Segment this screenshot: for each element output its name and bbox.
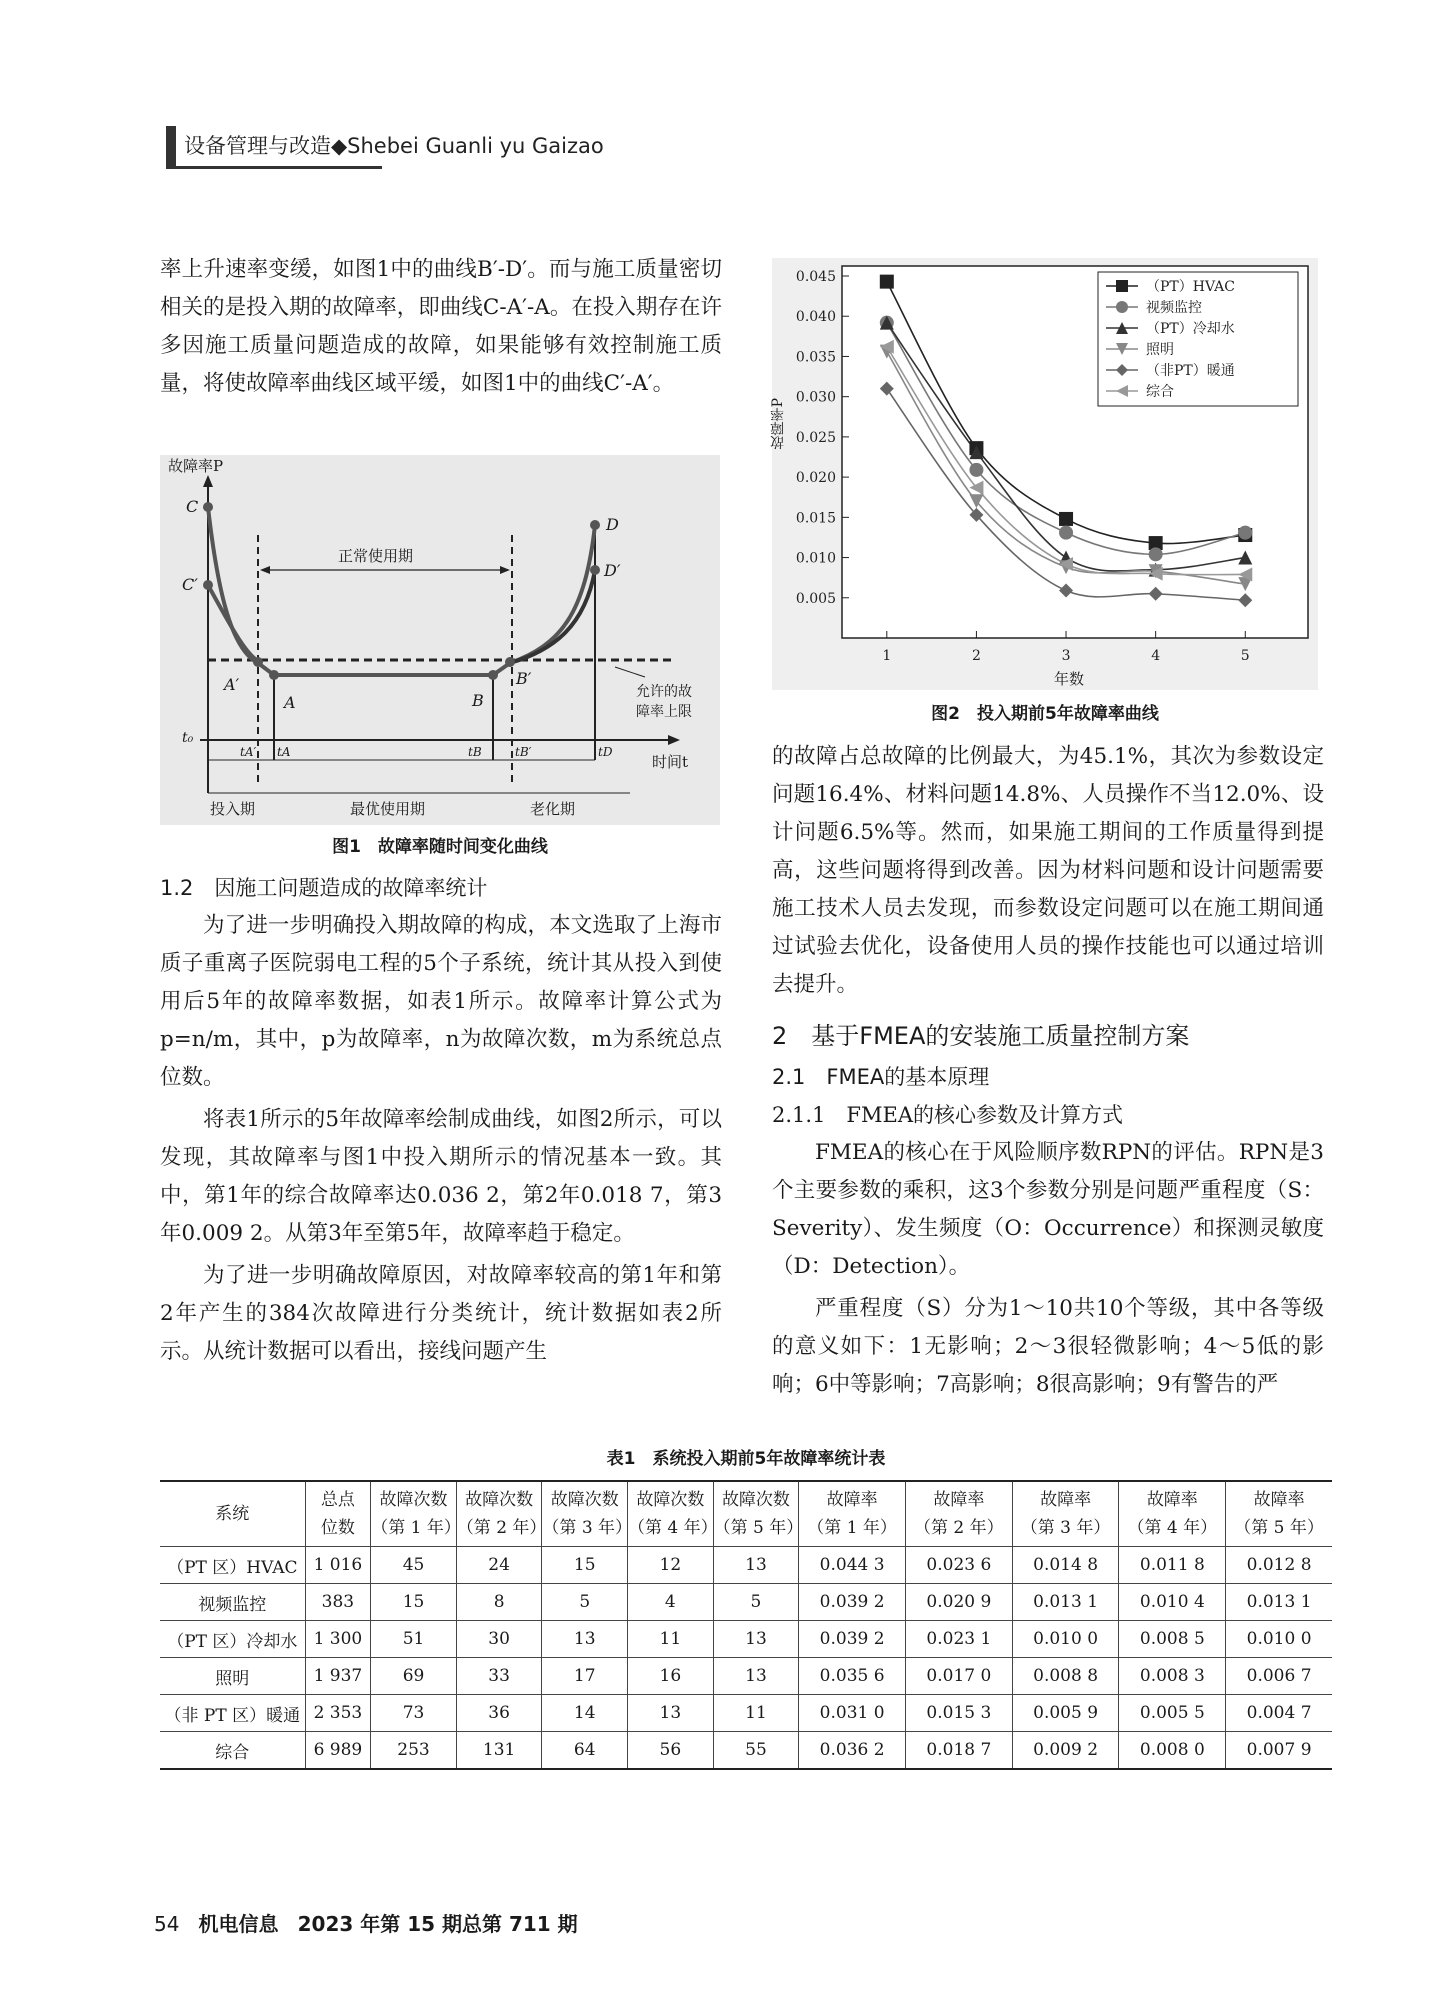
table-cell: 11 — [628, 1621, 714, 1658]
table-cell: 0.017 0 — [905, 1658, 1012, 1695]
fig1-period-best: 最优使用期 — [350, 800, 426, 818]
table-row-label: 照明 — [160, 1658, 305, 1695]
table-cell: 1 300 — [305, 1621, 371, 1658]
table-header-text: （第 3 年） — [542, 1518, 633, 1538]
fig1-label-A-prime: A′ — [224, 675, 240, 694]
y-tick-label: 0.030 — [795, 389, 836, 406]
data-point — [1149, 547, 1163, 561]
fig1-tD: tD — [598, 745, 613, 759]
fig2-x-label: 年数 — [1054, 670, 1085, 688]
x-tick-label: 2 — [971, 648, 981, 664]
legend-label: 视频监控 — [1146, 300, 1202, 316]
table-cell: 14 — [542, 1695, 628, 1732]
table-cell: 56 — [628, 1732, 714, 1770]
right-body — [772, 738, 1324, 1404]
header-underline — [166, 166, 382, 169]
table-row-label: （PT 区）HVAC — [160, 1547, 305, 1584]
fig1-label-A: A — [284, 693, 296, 712]
table-cell: 6 989 — [305, 1732, 371, 1770]
table-cell: 15 — [542, 1547, 628, 1584]
table-header-row — [160, 1481, 1332, 1547]
table-cell: 0.006 7 — [1226, 1658, 1332, 1695]
table-row-label: （非 PT 区）暖通 — [160, 1695, 305, 1732]
table-cell: 0.009 2 — [1012, 1732, 1119, 1770]
table-header-text: （第 5 年） — [713, 1518, 804, 1538]
figure-2-caption: 图2 投入期前5年故障率曲线 — [931, 704, 1159, 724]
table-cell: 12 — [628, 1547, 714, 1584]
table-cell: 0.008 8 — [1012, 1658, 1119, 1695]
left-paragraph-3: 为了进一步明确故障原因，对故障率较高的第1年和第2年产生的384次故障进行分类统计，统计数据如表2所示。从统计数据可以看出，接线问题产生 — [160, 1263, 722, 1364]
intro-paragraph: 率上升速率变缓，如图1中的曲线B′-D′。而与施工质量密切相关的是投入期的故障率，即曲线C-A′-A。在投入期存在许多因施工质量问题造成的故障，如果能够有效控制施工质量，将使故障率曲线区域平缓，如图1中的曲线C′-A′。 — [160, 257, 722, 396]
table-cell: 0.023 6 — [905, 1547, 1012, 1584]
table-cell: 16 — [628, 1658, 714, 1695]
table-header-text: 故障次数 — [550, 1490, 619, 1510]
table-header-text: 故障率 — [1146, 1490, 1198, 1510]
figure-1 — [160, 455, 720, 825]
fig1-t0: t₀ — [182, 730, 194, 746]
table-row — [160, 1547, 1332, 1584]
table-cell: 383 — [305, 1584, 371, 1621]
data-point — [969, 463, 983, 477]
section-2-1-1-heading: 2.1.1 FMEA的核心参数及计算方式 — [772, 1103, 1124, 1127]
table-cell: 0.039 2 — [799, 1621, 906, 1658]
fig1-tB-prime: tB′ — [515, 745, 532, 759]
data-point — [1238, 526, 1252, 540]
table-cell: 0.008 3 — [1119, 1658, 1226, 1695]
x-tick-label: 1 — [882, 648, 892, 664]
legend-label: （PT）HVAC — [1146, 279, 1235, 295]
table-header-text: 故障率 — [1253, 1490, 1305, 1510]
table-cell: 69 — [371, 1658, 457, 1695]
table-cell: 0.031 0 — [799, 1695, 906, 1732]
table-row — [160, 1621, 1332, 1658]
table-cell: 0.005 9 — [1012, 1695, 1119, 1732]
table-row — [160, 1658, 1332, 1695]
table-header-text: 故障次数 — [636, 1490, 705, 1510]
fig1-label-B-prime: B′ — [516, 669, 532, 688]
table-cell: 13 — [542, 1621, 628, 1658]
table-row — [160, 1695, 1332, 1732]
x-tick-label: 5 — [1240, 648, 1250, 664]
table-cell: 0.023 1 — [905, 1621, 1012, 1658]
table-cell: 13 — [713, 1547, 799, 1584]
table-cell: 0.008 0 — [1119, 1732, 1226, 1770]
right-paragraph-3: 严重程度（S）分为1～10共10个等级，其中各等级的意义如下：1无影响；2～3很轻微影响；4～5低的影响；6中等影响；7高影响；8很高影响；9有警告的严 — [772, 1296, 1324, 1397]
table-header-cell — [1119, 1481, 1226, 1547]
legend-label: （PT）冷却水 — [1146, 321, 1235, 337]
fig2-y-label: 故障率P — [770, 398, 786, 450]
table-cell: 0.011 8 — [1119, 1547, 1226, 1584]
fig1-label-D: D — [606, 515, 619, 534]
table-cell: 33 — [456, 1658, 542, 1695]
table-cell: 64 — [542, 1732, 628, 1770]
journal-name: 机电信息 — [198, 1912, 279, 1936]
fig1-period-input: 投入期 — [210, 800, 256, 818]
table-cell: 0.036 2 — [799, 1732, 906, 1770]
left-paragraph-1: 为了进一步明确投入期故障的构成，本文选取了上海市质子重离子医院弱电工程的5个子系统，统计其从投入到使用后5年的故障率数据，如表1所示。故障率计算公式为p=n/m，其中，p为故障率，n为故障次数，m为系统总点位数。 — [160, 913, 722, 1090]
table-1 — [160, 1480, 1332, 1770]
table-row — [160, 1584, 1332, 1621]
x-tick-label: 3 — [1061, 648, 1071, 664]
table-header-text: 位数 — [320, 1518, 355, 1538]
table-cell: 0.010 0 — [1226, 1621, 1332, 1658]
table-cell: 11 — [713, 1695, 799, 1732]
fig1-tA: tA — [277, 745, 291, 759]
table-header-text: （第 2 年） — [456, 1518, 547, 1538]
section-2-heading: 2 基于FMEA的安装施工质量控制方案 — [772, 1022, 1190, 1050]
fig1-normal-period: 正常使用期 — [338, 547, 414, 565]
table-header-text: 故障次数 — [379, 1490, 448, 1510]
table-cell: 30 — [456, 1621, 542, 1658]
table-cell: 13 — [628, 1695, 714, 1732]
data-point — [1059, 512, 1073, 526]
section-2-1-heading: 2.1 FMEA的基本原理 — [772, 1065, 990, 1089]
table-cell: 4 — [628, 1584, 714, 1621]
table-header-cell — [1012, 1481, 1119, 1547]
fig1-label-C-prime: C′ — [182, 575, 198, 594]
table-cell: 0.013 1 — [1012, 1584, 1119, 1621]
table-header-text: （第 2 年） — [914, 1518, 1004, 1538]
table-cell: 45 — [371, 1547, 457, 1584]
table-header-text: 故障率 — [826, 1490, 878, 1510]
table-header-text: （第 4 年） — [628, 1518, 718, 1538]
table-header-text: （第 4 年） — [1127, 1518, 1218, 1538]
legend-label: 照明 — [1146, 342, 1174, 358]
table-header-cell — [799, 1481, 906, 1547]
table-cell: 13 — [713, 1621, 799, 1658]
table-header-cell — [305, 1481, 371, 1547]
legend-marker — [1116, 301, 1128, 313]
page-number: 54 — [154, 1912, 180, 1936]
left-intro — [160, 251, 722, 403]
table-header-text: 故障次数 — [465, 1490, 534, 1510]
table-cell: 0.004 7 — [1226, 1695, 1332, 1732]
table-cell: 24 — [456, 1547, 542, 1584]
left-paragraph-2: 将表1所示的5年故障率绘制成曲线，如图2所示，可以发现，其故障率与图1中投入期所示的情况基本一致。其中，第1年的综合故障率达0.036 2，第2年0.018 7，第3年0.009 2。从第3年至第5年，故障率趋于稳定。 — [160, 1107, 722, 1246]
table-cell: 0.039 2 — [799, 1584, 906, 1621]
table-cell: 0.008 5 — [1119, 1621, 1226, 1658]
data-point — [880, 275, 894, 289]
table-header-cell — [371, 1481, 461, 1547]
page-footer — [154, 1908, 578, 1937]
fig1-period-aging: 老化期 — [530, 800, 576, 818]
table-cell: 0.007 9 — [1226, 1732, 1332, 1770]
table-cell: 5 — [713, 1584, 799, 1621]
table-cell: 1 937 — [305, 1658, 371, 1695]
fig1-x-label: 时间t — [652, 753, 689, 771]
table-cell: 0.010 0 — [1012, 1621, 1119, 1658]
table-header-text: 故障率 — [1040, 1490, 1092, 1510]
table-header-text: （第 1 年） — [371, 1518, 461, 1538]
table-header-cell — [160, 1481, 305, 1547]
table-cell: 0.005 5 — [1119, 1695, 1226, 1732]
fig1-label-B: B — [472, 691, 484, 710]
table-cell: 0.012 8 — [1226, 1547, 1332, 1584]
table-header-cell — [905, 1481, 1012, 1547]
table-header-text: 系统 — [215, 1504, 250, 1524]
figure-2-chart — [772, 258, 1318, 690]
table-header-cell — [628, 1481, 718, 1547]
table-header-text: （第 5 年） — [1234, 1518, 1324, 1538]
fig1-tA-prime: tA′ — [240, 745, 257, 759]
table-cell: 253 — [371, 1732, 457, 1770]
table-row-label: 综合 — [160, 1732, 305, 1770]
table-cell: 131 — [456, 1732, 542, 1770]
right-paragraph-2: FMEA的核心在于风险顺序数RPN的评估。RPN是3个主要参数的乘积，这3个参数分别是问题严重程度（S：Severity）、发生频度（O：Occurrence）和探测灵敏度（D：Detection）。 — [772, 1140, 1324, 1279]
table-cell: 13 — [713, 1658, 799, 1695]
table-row — [160, 1732, 1332, 1770]
y-tick-label: 0.025 — [795, 429, 836, 446]
table-cell: 0.044 3 — [799, 1547, 906, 1584]
table-header-text: （第 1 年） — [807, 1518, 897, 1538]
right-paragraph-1: 的故障占总故障的比例最大，为45.1%，其次为参数设定问题16.4%、材料问题14.8%、人员操作不当12.0%、设计问题6.5%等。然而，如果施工期间的工作质量得到提高，这些问题将得到改善。因为材料问题和设计问题需要施工技术人员去发现，而参数设定问题可以在施工期间通过试验去优化，设备使用人员的操作技能也可以通过培训去提升。 — [772, 744, 1324, 997]
table-cell: 1 016 — [305, 1547, 371, 1584]
fig1-limit-label-2: 障率上限 — [636, 704, 692, 720]
table-cell: 51 — [371, 1621, 457, 1658]
table-cell: 5 — [542, 1584, 628, 1621]
table-cell: 0.020 9 — [905, 1584, 1012, 1621]
table-cell: 55 — [713, 1732, 799, 1770]
fig1-limit-label-1: 允许的故 — [636, 684, 692, 700]
table-row-label: 视频监控 — [160, 1584, 305, 1621]
table-cell: 0.018 7 — [905, 1732, 1012, 1770]
fig1-y-label: 故障率P — [168, 457, 224, 475]
table-cell: 0.014 8 — [1012, 1547, 1119, 1584]
table-cell: 2 353 — [305, 1695, 371, 1732]
figure-1-caption: 图1 故障率随时间变化曲线 — [332, 837, 548, 857]
table-header-text: 故障次数 — [721, 1490, 790, 1510]
table-row-label: （PT 区）冷却水 — [160, 1621, 305, 1658]
y-tick-label: 0.010 — [795, 550, 836, 567]
table-cell: 0.010 4 — [1119, 1584, 1226, 1621]
table-1-caption: 表1 系统投入期前5年故障率统计表 — [606, 1449, 886, 1469]
fig1-tB: tB — [468, 745, 482, 759]
legend-label: 综合 — [1146, 384, 1174, 400]
legend-label: （非PT）暖通 — [1146, 363, 1235, 379]
table-cell: 0.013 1 — [1226, 1584, 1332, 1621]
table-cell: 0.015 3 — [905, 1695, 1012, 1732]
legend-marker — [1116, 280, 1128, 292]
table-header-text: 故障率 — [933, 1490, 985, 1510]
left-body — [160, 869, 722, 1371]
table-header-cell — [456, 1481, 547, 1547]
journal-issue: 2023 年第 15 期总第 711 期 — [297, 1912, 578, 1936]
y-tick-label: 0.035 — [795, 349, 836, 366]
table-header-text: 总点 — [320, 1490, 355, 1510]
table-cell: 15 — [371, 1584, 457, 1621]
y-tick-label: 0.020 — [795, 470, 836, 487]
table-header-cell — [542, 1481, 633, 1547]
section-1-2-heading: 1.2 因施工问题造成的故障率统计 — [160, 876, 488, 900]
figure-1-graphic — [160, 455, 720, 825]
data-point — [1059, 526, 1073, 540]
y-tick-label: 0.040 — [795, 309, 836, 326]
y-tick-label: 0.015 — [795, 510, 836, 527]
table-header-cell — [1226, 1481, 1332, 1547]
table-cell: 17 — [542, 1658, 628, 1695]
fig1-label-D-prime: D′ — [604, 561, 621, 580]
header-marker-bar — [166, 126, 176, 166]
table-cell: 36 — [456, 1695, 542, 1732]
table-cell: 73 — [371, 1695, 457, 1732]
running-header: 设备管理与改造◆Shebei Guanli yu Gaizao — [184, 134, 604, 158]
y-tick-label: 0.045 — [795, 269, 836, 285]
y-tick-label: 0.005 — [795, 590, 836, 607]
table-header-text: （第 3 年） — [1020, 1518, 1111, 1538]
table-header-cell — [713, 1481, 804, 1547]
x-tick-label: 4 — [1151, 648, 1161, 664]
figure-2 — [772, 258, 1318, 690]
table-cell: 0.035 6 — [799, 1658, 906, 1695]
fig1-label-C: C — [186, 497, 199, 516]
table-cell: 8 — [456, 1584, 542, 1621]
